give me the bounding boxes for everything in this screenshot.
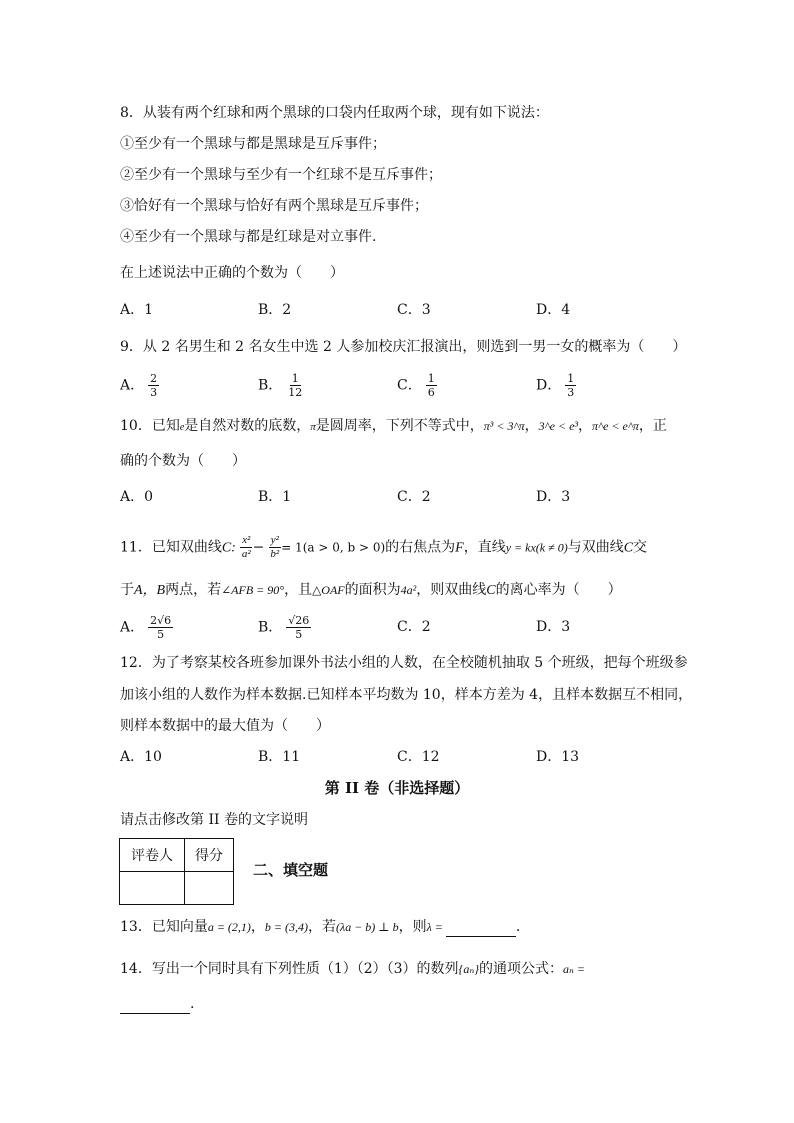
fraction-numerator: x² <box>242 534 251 546</box>
q11-focus: F <box>455 540 464 556</box>
fraction-numerator: 2√6 <box>150 614 172 627</box>
q10-option-a: A．0 <box>120 489 154 505</box>
q13-answer-blank[interactable] <box>446 920 516 937</box>
fraction-denominator: 12 <box>288 386 303 399</box>
q11-option-a <box>120 614 173 641</box>
fill-in-heading: 二、填空题 <box>253 861 329 879</box>
q11-fraction-y <box>268 534 281 561</box>
q11-text-11: 的离心率为（ ） <box>495 582 622 598</box>
q14-answer-blank[interactable] <box>120 997 190 1014</box>
fraction-denominator: 3 <box>567 386 575 399</box>
q11-option-b-label: B． <box>258 619 283 636</box>
q13-text-1: 13．已知向量 <box>120 919 208 935</box>
q11-option-a-label: A． <box>120 619 145 636</box>
q9-option-c-label: C． <box>397 377 422 394</box>
q14-text-1: 14．写出一个同时具有下列性质（1）（2）（3）的数列 <box>120 961 459 977</box>
q11-text-4: 与双曲线 <box>567 539 624 556</box>
q11-line-equation: y = kx(k ≠ 0) <box>505 540 568 555</box>
q11-curve-c: C <box>623 540 634 556</box>
q12-option-b: B．11 <box>258 749 301 765</box>
q11-curve: C: <box>221 540 236 556</box>
q8-statement-4: ④至少有一个黑球与都是红球是对立事件. <box>120 229 377 245</box>
q9-stem: 9．从 2 名男生和 2 名女生中选 2 人参加校庆汇报演出，则选到一男一女的概率为（ ） <box>120 339 687 355</box>
q13-stem <box>120 917 520 937</box>
q11-stem: 11．已知双曲线C: $\frac{\text{x²}}{\text{a²}}$ − $\frac{\text{y²}}{\text{b²}}$ = 1(a > 0, b > 0)的右焦点为F，直线y = kx(k ≠ 0)与双曲线C交 <box>120 534 648 560</box>
q11-text-3: ，直线 <box>463 539 506 556</box>
q9-option-d-label: D． <box>536 377 562 394</box>
q11-area: 4a² <box>400 583 417 597</box>
grader-cell <box>120 872 185 905</box>
q9-option-c <box>397 372 437 399</box>
q11-fraction-x <box>240 534 253 561</box>
score-cell <box>185 872 234 905</box>
q14-sequence: {aₙ} <box>458 962 480 976</box>
section-note[interactable]: 请点击修改第 II 卷的文字说明 <box>120 812 308 828</box>
fraction-numerator: √26 <box>288 614 310 627</box>
q10-pi: π <box>310 421 316 433</box>
fraction-denominator: 6 <box>427 386 435 399</box>
q8-option-d: D．4 <box>536 302 571 318</box>
q9-option-a-label: A． <box>120 377 145 394</box>
q10-stem: 10．已知e是自然对数的底数，π是圆周率，下列不等式中，π³ < 3^π，3^e < e³，π^e < e^π，正 <box>120 418 667 434</box>
q10-text-3: 是圆周率，下列不等式中， <box>315 418 484 434</box>
q13-condition: (λa − b) ⊥ b <box>336 920 399 934</box>
fraction-numerator: 1 <box>291 372 299 385</box>
q11-text-2: 的右焦点为 <box>385 539 456 556</box>
q13-separator: ， <box>250 919 265 935</box>
q14-answer-line <box>120 994 194 1014</box>
q11-points: A，B <box>134 583 166 598</box>
q9-option-a-fraction <box>148 372 159 399</box>
q11-text-10: ，则双曲线 <box>416 582 487 598</box>
q13-vector-a: a = (2,1) <box>207 920 251 934</box>
q9-option-c-fraction <box>426 372 437 399</box>
q11-angle: ∠AFB = 90° <box>221 583 285 597</box>
q11-option-a-fraction <box>148 614 173 641</box>
fraction-denominator: 5 <box>295 628 303 641</box>
q12-stem-line-1: 12．为了考察某校各班参加课外书法小组的人数，在全校随机抽取 5 个班级，把每个班级参 <box>120 655 688 671</box>
q11-option-b <box>258 614 311 641</box>
q10-ineq-1: π³ < 3^π <box>483 419 525 433</box>
q12-stem-line-2: 加该小组的人数作为样本数据.已知样本平均数为 10，样本方差为 4，且样本数据互不相同， <box>120 687 693 703</box>
q10-option-b: B．1 <box>258 489 292 505</box>
fraction-denominator: 5 <box>157 628 165 641</box>
fraction-numerator: 2 <box>150 372 158 385</box>
q10-ineq-2: 3^e < e³ <box>538 419 578 433</box>
q10-text-4: ，正 <box>638 418 667 434</box>
q13-vector-b: b = (3,4) <box>264 920 309 934</box>
score-header: 得分 <box>185 839 234 872</box>
q11-option-c: C．2 <box>397 619 431 635</box>
q9-option-b-label: B． <box>258 377 283 394</box>
score-table <box>119 838 234 905</box>
q9-option-d <box>536 372 576 399</box>
q11-option-d: D．3 <box>536 619 571 635</box>
q14-an: aₙ = <box>563 962 585 976</box>
q13-text-3: ，则 <box>398 919 427 935</box>
q11-triangle: △OAF <box>312 583 345 597</box>
q9-option-a <box>120 372 159 399</box>
q8-statement-3: ③恰好有一个黑球与恰好有两个黑球是互斥事件； <box>120 198 428 214</box>
q8-option-a: A．1 <box>120 302 154 318</box>
q13-text-2: ，若 <box>308 919 337 935</box>
q12-option-a: A．10 <box>120 749 162 765</box>
fraction-denominator: a² <box>241 548 251 560</box>
q13-lambda: λ = <box>426 920 443 934</box>
q11-option-b-fraction <box>286 614 311 641</box>
fraction-numerator: 1 <box>427 372 435 385</box>
q8-stem: 8．从装有两个红球和两个黑球的口袋内任取两个球，现有如下说法： <box>120 105 549 121</box>
fraction-denominator: b² <box>270 548 280 560</box>
q13-period: . <box>515 919 521 935</box>
q11-text-1: 11．已知双曲线 <box>120 539 222 556</box>
q11-text-8: ，且 <box>284 582 313 598</box>
q12-option-c: C．12 <box>397 749 440 765</box>
q14-stem <box>120 959 585 979</box>
q12-option-d: D．13 <box>536 749 580 765</box>
q8-statement-2: ②至少有一个黑球与至少有一个红球不是互斥事件； <box>120 167 442 183</box>
grader-header: 评卷人 <box>120 839 185 872</box>
q11-text-5: 交 <box>633 539 648 556</box>
q10-option-d: D．3 <box>536 489 571 505</box>
q10-stem-line-2: 确的个数为（ ） <box>120 453 246 469</box>
q8-ask: 在上述说法中正确的个数为（ ） <box>120 265 344 281</box>
q8-statement-1: ①至少有一个黑球与都是黑球是互斥事件； <box>120 136 386 152</box>
q14-period: . <box>190 996 195 1012</box>
q9-option-d-fraction <box>565 372 576 399</box>
q14-text-2: 的通项公式： <box>479 961 564 977</box>
q10-text-2: 是自然对数的底数， <box>184 418 311 434</box>
q11-stem-line-2 <box>120 580 622 601</box>
q10-e: e <box>179 422 185 433</box>
q11-condition: = 1(a > 0, b > 0) <box>281 540 386 555</box>
q11-curve-c-2: C <box>486 583 496 598</box>
q11-text-9: 的面积为 <box>344 582 401 598</box>
q8-option-b: B．2 <box>258 302 292 318</box>
q9-option-b-fraction <box>286 372 304 399</box>
q12-stem-line-3: 则样本数据中的最大值为（ ） <box>120 718 330 734</box>
fraction-numerator: y² <box>270 534 279 546</box>
q10-ineq-3: π^e < e^π <box>592 419 639 433</box>
q11-text-6: 于 <box>120 582 134 598</box>
fraction-numerator: 1 <box>567 372 575 385</box>
q10-option-c: C．2 <box>397 489 431 505</box>
q9-option-b <box>258 372 304 399</box>
section-title: 第 II 卷（非选择题） <box>324 779 470 797</box>
q8-option-c: C．3 <box>397 302 431 318</box>
fraction-denominator: 3 <box>150 386 158 399</box>
q11-text-7: 两点，若 <box>165 582 222 598</box>
q10-text-1: 10．已知 <box>120 418 180 434</box>
